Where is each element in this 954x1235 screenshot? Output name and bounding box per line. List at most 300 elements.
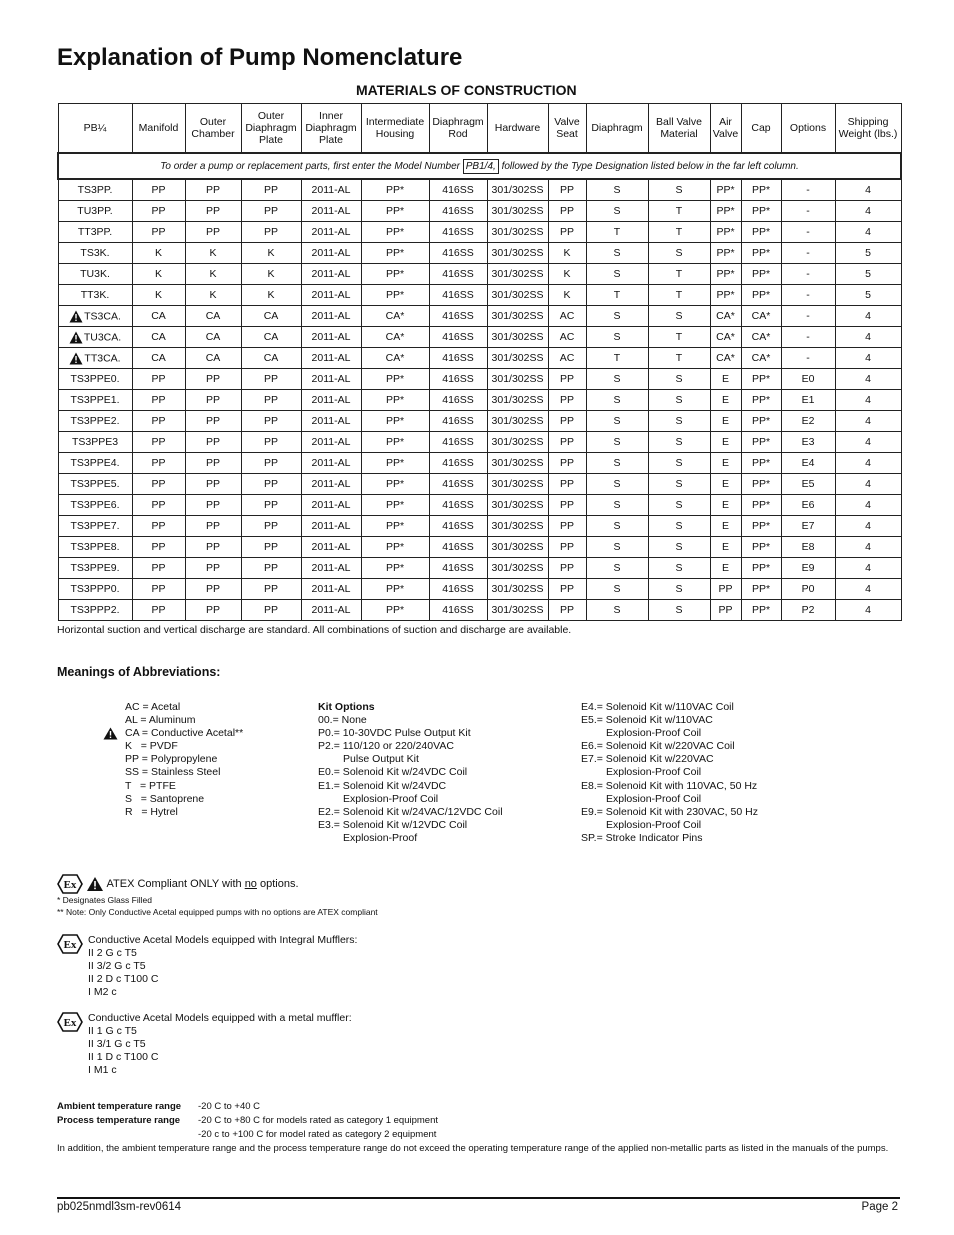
table-cell: PP* — [741, 474, 781, 495]
abbreviation-item: K = PVDF — [125, 740, 178, 753]
table-cell: S — [586, 327, 648, 348]
table-row — [58, 600, 901, 621]
table-cell: 5 — [835, 264, 901, 285]
table-row — [58, 306, 901, 327]
kit-option-item: E4.= Solenoid Kit w/110VAC Coil — [581, 701, 734, 713]
glass-filled-note: * Designates Glass Filled — [57, 895, 152, 905]
table-cell: 416SS — [429, 264, 487, 285]
table-cell: 301/302SS — [487, 537, 548, 558]
table-cell: 301/302SS — [487, 411, 548, 432]
table-cell: PP* — [361, 600, 429, 621]
svg-text:Ex: Ex — [63, 879, 77, 891]
table-row — [58, 243, 901, 264]
table-cell: 4 — [835, 537, 901, 558]
table-row — [58, 495, 901, 516]
table-cell: 416SS — [429, 474, 487, 495]
table-cell: 416SS — [429, 348, 487, 369]
table-cell: PP* — [741, 558, 781, 579]
column-header: Hardware — [487, 104, 548, 154]
model-cell: TS3PPE1. — [58, 390, 132, 411]
kit-option-item: Explosion-Proof Coil — [606, 792, 702, 805]
table-cell: 2011-AL — [301, 579, 361, 600]
table-cell: AC — [548, 348, 586, 369]
table-cell: PP* — [741, 201, 781, 222]
table-cell: 2011-AL — [301, 348, 361, 369]
table-cell: 2011-AL — [301, 600, 361, 621]
table-cell: PP — [132, 222, 185, 243]
table-cell: S — [586, 264, 648, 285]
table-cell: 2011-AL — [301, 243, 361, 264]
table-cell: S — [586, 179, 648, 201]
atex-rating-line: II 1 D c T100 C — [88, 1051, 159, 1063]
table-cell: PP* — [361, 243, 429, 264]
table-cell: 301/302SS — [487, 306, 548, 327]
table-cell: CA — [185, 348, 241, 369]
ex-icon — [57, 874, 83, 894]
footer-divider — [57, 1197, 900, 1199]
column-header: Outer Chamber — [185, 104, 241, 154]
table-cell: PP* — [361, 411, 429, 432]
abbreviation-item: AL = Aluminum — [125, 714, 196, 727]
table-cell: CA* — [741, 306, 781, 327]
table-cell: PP* — [710, 201, 741, 222]
abbreviation-item: PP = Polypropylene — [125, 753, 218, 766]
table-cell: E7 — [781, 516, 835, 537]
atex-rating-line: II 2 D c T100 C — [88, 973, 159, 985]
table-cell: S — [648, 579, 710, 600]
table-cell: S — [586, 516, 648, 537]
table-cell: PP* — [361, 579, 429, 600]
kit-option-item: E0.= Solenoid Kit w/24VDC Coil — [318, 766, 468, 779]
table-row — [58, 327, 901, 348]
table-cell: PP* — [361, 558, 429, 579]
kit-option-item: P0.= 10-30VDC Pulse Output Kit — [318, 727, 471, 740]
table-cell: PP* — [710, 222, 741, 243]
table-cell: PP* — [361, 264, 429, 285]
table-cell: E — [710, 474, 741, 495]
table-cell: CA — [132, 306, 185, 327]
table-cell: PP — [185, 453, 241, 474]
ex-icon — [57, 934, 83, 954]
table-cell: 4 — [835, 558, 901, 579]
table-cell: S — [586, 390, 648, 411]
table-cell: PP — [185, 495, 241, 516]
table-cell: 301/302SS — [487, 222, 548, 243]
column-header: Cap — [741, 104, 781, 154]
kit-option-item: Explosion-Proof Coil — [606, 766, 702, 779]
column-header: Valve Seat — [548, 104, 586, 154]
table-cell: S — [586, 453, 648, 474]
table-cell: CA* — [710, 348, 741, 369]
table-cell: PP* — [741, 411, 781, 432]
table-cell: PP — [241, 179, 301, 201]
table-cell: S — [586, 579, 648, 600]
table-cell: E1 — [781, 390, 835, 411]
table-cell: PP* — [741, 537, 781, 558]
kit-option-item: E8.= Solenoid Kit with 110VAC, 50 Hz — [581, 779, 758, 792]
table-cell: CA* — [741, 327, 781, 348]
table-cell: 416SS — [429, 369, 487, 390]
table-cell: E — [710, 390, 741, 411]
integral-muffler-heading: Conductive Acetal Models equipped with Integral Mufflers: — [88, 934, 358, 946]
table-cell: PP — [185, 516, 241, 537]
table-cell: 416SS — [429, 537, 487, 558]
ambient-label: Ambient temperature range — [57, 1101, 182, 1112]
table-cell: S — [586, 411, 648, 432]
table-cell: CA — [185, 327, 241, 348]
table-cell: T — [586, 222, 648, 243]
column-header: Manifold — [132, 104, 185, 154]
table-cell: PP* — [361, 474, 429, 495]
table-cell: 416SS — [429, 285, 487, 306]
table-cell: S — [648, 474, 710, 495]
table-cell: 5 — [835, 243, 901, 264]
process-value-1: -20 C to +80 C for models rated as category 1 equipment — [198, 1115, 439, 1126]
table-cell: PP — [548, 411, 586, 432]
table-cell: E9 — [781, 558, 835, 579]
table-cell: PP — [241, 411, 301, 432]
kit-option-item: Explosion-Proof Coil — [343, 792, 439, 805]
temperature-addition: In addition, the ambient temperature range and the process temperature range do not exceed the operating temperature range of the applied non-metallic parts as listed in the manuals of the pumps. — [57, 1143, 889, 1154]
table-cell: T — [648, 348, 710, 369]
table-cell: PP — [132, 390, 185, 411]
table-cell: 416SS — [429, 411, 487, 432]
metal-muffler-heading: Conductive Acetal Models equipped with a metal muffler: — [88, 1012, 352, 1024]
table-row — [58, 537, 901, 558]
table-cell: S — [586, 495, 648, 516]
table-cell: 4 — [835, 411, 901, 432]
table-cell: PP — [548, 516, 586, 537]
table-cell: PP — [132, 453, 185, 474]
table-cell: PP — [185, 222, 241, 243]
table-cell: T — [586, 348, 648, 369]
table-cell: K — [185, 264, 241, 285]
atex-rating-line: II 1 G c T5 — [88, 1025, 137, 1037]
table-cell: PP — [132, 579, 185, 600]
table-cell: PP* — [741, 285, 781, 306]
table-cell: PP — [241, 390, 301, 411]
table-cell: E — [710, 432, 741, 453]
abbreviations-heading: Meanings of Abbreviations: — [57, 665, 221, 679]
table-cell: CA — [241, 306, 301, 327]
column-header: Ball Valve Material — [648, 104, 710, 154]
model-cell: TS3PPE2. — [58, 411, 132, 432]
table-cell: 301/302SS — [487, 264, 548, 285]
column-header: Options — [781, 104, 835, 154]
model-cell: TU3PP. — [58, 201, 132, 222]
column-header: PB¼ — [58, 104, 132, 154]
model-cell: TS3PPE0. — [58, 369, 132, 390]
table-cell: PP* — [741, 600, 781, 621]
table-cell: CA — [241, 327, 301, 348]
table-cell: PP* — [361, 432, 429, 453]
table-cell: PP — [241, 600, 301, 621]
table-cell: 2011-AL — [301, 306, 361, 327]
table-cell: PP* — [710, 264, 741, 285]
table-row — [58, 264, 901, 285]
table-cell: PP — [185, 179, 241, 201]
table-cell: PP* — [361, 369, 429, 390]
column-header: Inner Diaphragm Plate — [301, 104, 361, 154]
table-cell: E2 — [781, 411, 835, 432]
table-cell: - — [781, 243, 835, 264]
table-cell: T — [648, 222, 710, 243]
table-cell: S — [586, 600, 648, 621]
model-cell: TS3K. — [58, 243, 132, 264]
table-cell: 4 — [835, 201, 901, 222]
table-cell: S — [648, 390, 710, 411]
atex-rating-line: II 3/1 G c T5 — [88, 1038, 146, 1050]
abbreviation-item: SS = Stainless Steel — [125, 766, 221, 779]
abbreviation-item: AC = Acetal — [125, 701, 181, 713]
kit-option-item: Explosion-Proof Coil — [606, 818, 702, 831]
table-cell: CA* — [361, 327, 429, 348]
table-cell: K — [185, 285, 241, 306]
standard-note: Horizontal suction and vertical discharge are standard. All combinations of suction and discharge are available. — [57, 624, 572, 636]
table-cell: PP — [132, 558, 185, 579]
table-cell: 4 — [835, 516, 901, 537]
table-cell: 416SS — [429, 179, 487, 201]
table-cell: 2011-AL — [301, 179, 361, 201]
table-cell: K — [241, 264, 301, 285]
table-cell: PP* — [741, 243, 781, 264]
table-cell: CA* — [710, 327, 741, 348]
column-header: Shipping Weight (lbs.) — [835, 104, 901, 154]
table-cell: PP — [185, 432, 241, 453]
table-cell: 2011-AL — [301, 327, 361, 348]
column-header: Air Valve — [710, 104, 741, 154]
table-cell: E — [710, 537, 741, 558]
table-cell: K — [132, 285, 185, 306]
table-cell: 2011-AL — [301, 285, 361, 306]
warning-icon — [86, 876, 104, 892]
table-cell: E4 — [781, 453, 835, 474]
table-cell: S — [648, 453, 710, 474]
table-cell: PP — [241, 558, 301, 579]
table-cell: 416SS — [429, 579, 487, 600]
kit-option-item: P2.= 110/120 or 220/240VAC — [318, 740, 454, 753]
table-cell: 416SS — [429, 495, 487, 516]
table-cell: CA — [185, 306, 241, 327]
model-cell: TS3PPE8. — [58, 537, 132, 558]
table-cell: PP — [548, 369, 586, 390]
model-cell: TT3PP. — [58, 222, 132, 243]
atex-rating-line: I M2 c — [88, 986, 117, 998]
material-abbreviations — [103, 701, 243, 819]
table-cell: 301/302SS — [487, 390, 548, 411]
table-body — [58, 179, 901, 621]
table-cell: PP* — [741, 495, 781, 516]
atex-rating-line: I M1 c — [88, 1064, 117, 1076]
warning-icon — [69, 331, 83, 344]
table-cell: CA* — [710, 306, 741, 327]
table-cell: S — [648, 558, 710, 579]
table-row — [58, 453, 901, 474]
table-cell: S — [586, 474, 648, 495]
table-cell: K — [548, 264, 586, 285]
table-cell: K — [132, 264, 185, 285]
model-cell: TS3PPP2. — [58, 600, 132, 621]
atex-rating-line: II 3/2 G c T5 — [88, 960, 146, 972]
table-cell: S — [648, 369, 710, 390]
table-cell: PP* — [741, 453, 781, 474]
kit-option-item: E2.= Solenoid Kit w/24VAC/12VDC Coil — [318, 805, 503, 818]
table-cell: E — [710, 411, 741, 432]
table-cell: PP — [241, 201, 301, 222]
table-cell: PP* — [710, 179, 741, 201]
table-cell: - — [781, 201, 835, 222]
table-row — [58, 558, 901, 579]
table-cell: E — [710, 558, 741, 579]
table-cell: PP — [548, 474, 586, 495]
materials-table-wrap — [57, 103, 900, 621]
table-cell: 416SS — [429, 201, 487, 222]
svg-text:Ex: Ex — [63, 939, 77, 951]
table-cell: S — [648, 600, 710, 621]
section-title: MATERIALS OF CONSTRUCTION — [356, 82, 577, 98]
table-cell: 301/302SS — [487, 243, 548, 264]
table-row — [58, 285, 901, 306]
model-cell: TS3PPE4. — [58, 453, 132, 474]
table-cell: S — [648, 243, 710, 264]
kit-option-item: E7.= Solenoid Kit w/220VAC — [581, 753, 714, 766]
table-cell: 4 — [835, 222, 901, 243]
table-cell: S — [586, 201, 648, 222]
table-cell: PP — [132, 495, 185, 516]
table-cell: 2011-AL — [301, 453, 361, 474]
table-cell: - — [781, 179, 835, 201]
table-cell: E3 — [781, 432, 835, 453]
no-options-emphasis: no — [244, 877, 257, 890]
table-cell: S — [586, 432, 648, 453]
table-cell: PP — [710, 600, 741, 621]
table-cell: PP — [548, 201, 586, 222]
warning-icon — [103, 727, 118, 740]
table-cell: PP — [132, 201, 185, 222]
table-cell: 4 — [835, 432, 901, 453]
column-header: Outer Diaphragm Plate — [241, 104, 301, 154]
process-value-2: -20 c to +100 C for model rated as category 2 equipment — [198, 1129, 437, 1140]
table-cell: PP* — [741, 179, 781, 201]
table-cell: CA — [132, 327, 185, 348]
table-cell: PP — [241, 579, 301, 600]
column-header: Diaphragm Rod — [429, 104, 487, 154]
table-cell: PP* — [741, 222, 781, 243]
table-cell: PP — [241, 369, 301, 390]
table-cell: PP — [548, 579, 586, 600]
table-cell: E5 — [781, 474, 835, 495]
table-cell: 4 — [835, 348, 901, 369]
table-cell: PP — [241, 432, 301, 453]
table-cell: PP — [185, 201, 241, 222]
table-cell: S — [648, 179, 710, 201]
table-cell: CA* — [741, 348, 781, 369]
table-cell: E8 — [781, 537, 835, 558]
table-cell: 301/302SS — [487, 600, 548, 621]
table-cell: S — [586, 306, 648, 327]
kit-options-list-2 — [581, 701, 758, 845]
atex-statement: Ex ATEX Compliant ONLY with no options. — [57, 874, 299, 894]
table-cell: CA — [241, 348, 301, 369]
table-cell: 4 — [835, 179, 901, 201]
kit-option-item: E1.= Solenoid Kit w/24VDC — [318, 779, 447, 792]
table-cell: PP* — [361, 179, 429, 201]
table-cell: PP — [132, 537, 185, 558]
table-cell: K — [185, 243, 241, 264]
table-cell: CA* — [361, 348, 429, 369]
table-cell: S — [586, 558, 648, 579]
table-cell: PP* — [361, 390, 429, 411]
table-cell: 2011-AL — [301, 201, 361, 222]
table-row — [58, 369, 901, 390]
table-cell: 416SS — [429, 432, 487, 453]
table-cell: PP — [548, 495, 586, 516]
table-row — [58, 516, 901, 537]
table-row — [58, 348, 901, 369]
table-cell: 2011-AL — [301, 474, 361, 495]
kit-option-item: Pulse Output Kit — [343, 753, 419, 766]
table-cell: 2011-AL — [301, 495, 361, 516]
table-cell: 301/302SS — [487, 348, 548, 369]
kit-option-item: Explosion-Proof — [343, 831, 418, 844]
table-cell: 301/302SS — [487, 179, 548, 201]
model-cell: TU3CA. — [58, 327, 132, 348]
table-cell: S — [648, 495, 710, 516]
kit-option-item: E9.= Solenoid Kit with 230VAC, 50 Hz — [581, 805, 758, 818]
table-cell: S — [648, 306, 710, 327]
table-cell: E0 — [781, 369, 835, 390]
table-cell: PP* — [741, 390, 781, 411]
table-row — [58, 474, 901, 495]
ambient-value: -20 C to +40 C — [198, 1101, 261, 1112]
table-cell: 301/302SS — [487, 579, 548, 600]
table-cell: 4 — [835, 579, 901, 600]
table-cell: CA — [132, 348, 185, 369]
table-cell: PP — [132, 516, 185, 537]
table-cell: 301/302SS — [487, 201, 548, 222]
table-cell: 416SS — [429, 516, 487, 537]
model-cell: TS3CA. — [58, 306, 132, 327]
table-cell: 4 — [835, 369, 901, 390]
model-number-box: PB1/4, — [463, 159, 499, 174]
table-cell: 301/302SS — [487, 516, 548, 537]
table-cell: PP* — [741, 516, 781, 537]
table-cell: 416SS — [429, 327, 487, 348]
table-cell: 301/302SS — [487, 432, 548, 453]
table-cell: K — [132, 243, 185, 264]
table-cell: PP — [132, 369, 185, 390]
kit-option-item: E5.= Solenoid Kit w/110VAC — [581, 714, 713, 727]
table-cell: AC — [548, 306, 586, 327]
table-row — [58, 179, 901, 201]
table-row — [58, 222, 901, 243]
table-cell: - — [781, 306, 835, 327]
table-cell: 416SS — [429, 558, 487, 579]
kit-option-item: E3.= Solenoid Kit w/12VDC Coil — [318, 818, 468, 831]
table-cell: PP — [185, 558, 241, 579]
model-cell: TS3PPE3 — [58, 432, 132, 453]
table-cell: 301/302SS — [487, 327, 548, 348]
table-cell: 2011-AL — [301, 537, 361, 558]
table-cell: E — [710, 495, 741, 516]
model-cell: TT3CA. — [58, 348, 132, 369]
column-header: Diaphragm — [586, 104, 648, 154]
table-cell: 4 — [835, 600, 901, 621]
order-instructions: To order a pump or replacement parts, first enter the Model Number PB1/4, followed by the Type Designation listed below in the far left column. — [58, 153, 901, 179]
table-cell: PP — [548, 390, 586, 411]
table-cell: 4 — [835, 495, 901, 516]
table-cell: 416SS — [429, 453, 487, 474]
